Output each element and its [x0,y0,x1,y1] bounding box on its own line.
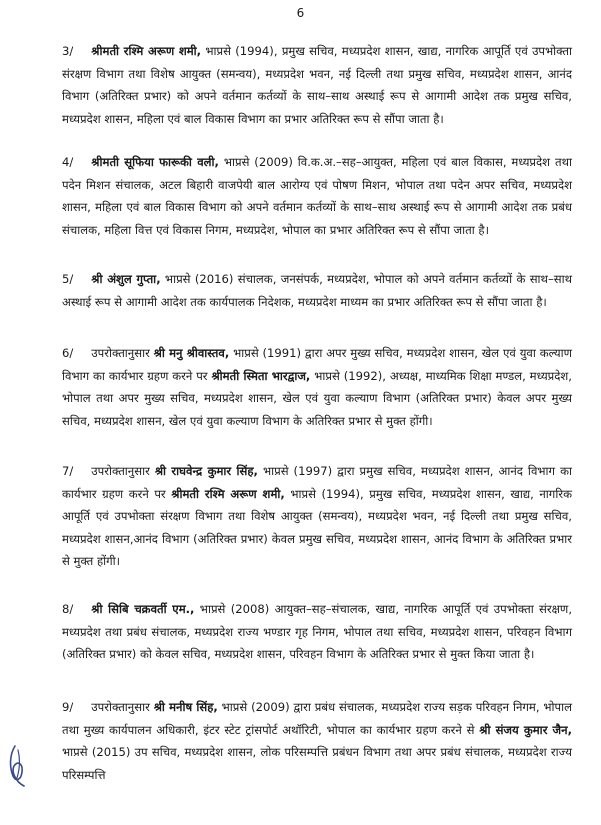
paragraph-body: भाप्रसे (1994), प्रमुख सचिव, मध्यप्रदेश शासन, खाद्य, नागरिक आपूर्ति एवं उपभोक्ता संरक्षण विभाग तथा विशेष आयुक्त (समन्वय), मध्यप्रदेश भवन, नई दिल्ली तथा प्रमुख सचिव, मध्यप्रदेश शासन, आनंद विभाग (अतिरिक्त प्रभार) को अपने वर्तमान कर्तव्यों के साथ–साथ अस्थाई रूप से आगामी आदेश तक प्रमुख सचिव, मध्यप्रदेश शासन, महिला एवं बाल विकास विभाग का प्रभार अतिरिक्त रूप से सौंपा जाता है। [62,44,572,126]
paragraph-number: 4/ [62,155,74,169]
paragraph-body-end: भाप्रसे (1992), अध्यक्ष, माध्यमिक शिक्षा मण्डल, मध्यप्रदेश, भोपाल तथा अपर मुख्य सचिव, मध्यप्रदेश शासन, खेल एवं युवा कल्याण विभाग (अतिरिक्त प्रभार) केवल अपर मुख्य सचिव, मध्यप्रदेश शासन, खेल एवं युवा कल्याण विभाग के अतिरिक्त प्रभार से मुक्त होंगी। [62,368,572,428]
officer-name-second: श्रीमती स्मिता भारद्वाज, [211,368,311,383]
paragraph-body-end: भाप्रसे (2015) उप सचिव, मध्यप्रदेश शासन, लोक परिसम्पत्ति प्रबंधन विभाग तथा अपर प्रबंध संचालक, मध्यप्रदेश राज्य परिसम्पत्ति [62,745,572,782]
paragraph-number: 9/ [62,700,74,714]
officer-name-second: श्रीमती रश्मि अरूण शमी, [171,486,285,501]
paragraph-8 [62,598,572,666]
paragraph-body: भाप्रसे (2009) वि.क.अ.–सह–आयुक्त, महिला एवं बाल विकास, मध्यप्रदेश तथा पदेन मिशन संचालक, अटल बिहारी वाजपेयी बाल आरोग्य एवं पोषण मिशन, भोपाल तथा पदेन अपर सचिव, मध्यप्रदेश शासन, महिला एवं बाल विकास विभाग को अपने वर्तमान कर्तव्यों के साथ–साथ अस्थाई रूप से आगामी आदेश तक प्रबंध संचालक, महिला वित्त एवं विकास निगम, मध्यप्रदेश, भोपाल का प्रभार अतिरिक्त रूप से सौंपा जाता है। [62,155,572,237]
paragraph-pre: उपरोक्तानुसार [91,464,155,478]
paragraph-number: 7/ [62,464,74,478]
officer-name: श्री अंशुल गुप्ता, [91,272,161,286]
paragraph-number: 5/ [62,272,74,286]
paragraph-body: भाप्रसे (2009) द्वारा प्रबंध संचालक, मध्यप्रदेश राज्य सड़क परिवहन निगम, भोपाल तथा मुख्य कार्यपालन अधिकारी, इंटर स्टेट ट्रांसपोर्ट अथॉरिटी, भोपाल का कार्यभार ग्रहण करने से [62,700,573,737]
paragraph-pre: उपरोक्तानुसार [91,700,154,714]
paragraph-body-end: भाप्रसे (1994), प्रमुख सचिव, मध्यप्रदेश शासन, खाद्य, नागरिक आपूर्ति एवं उपभोक्ता संरक्षण विभाग तथा विशेष आयुक्त (समन्वय), मध्यप्रदेश भवन, नई दिल्ली तथा प्रमुख सचिव, मध्यप्रदेश शासन,आनंद विभाग (अतिरिक्त प्रभार) केवल प्रमुख सचिव, मध्यप्रदेश शासन, आनंद विभाग के अतिरिक्त प्रभार से मुक्त होंगी। [62,486,572,568]
paragraph-5 [62,268,572,313]
officer-name: श्रीमती रश्मि अरूण शमी, [91,44,202,58]
paragraph-body: भाप्रसे (1997) द्वारा प्रमुख सचिव, मध्यप्रदेश शासन, आनंद विभाग का कार्यभार ग्रहण करने पर [62,464,572,501]
paragraph-number: 8/ [62,602,74,616]
paragraph-number: 6/ [62,346,74,360]
paragraph-4 [62,151,572,241]
officer-name: श्री मनु श्रीवास्तव, [153,346,230,360]
officer-name: श्रीमती सूफिया फारूकी वली, [91,155,219,169]
paragraph-body: भाप्रसे (1991) द्वारा अपर मुख्य सचिव, मध्यप्रदेश शासन, खेल एवं युवा कल्याण विभाग का कार्यभार ग्रहण करने पर [62,346,573,383]
page-number: 6 [296,6,305,20]
officer-name-second: श्री संजय कुमार जैन, [479,722,572,737]
paragraph-7 [62,460,572,573]
paragraph-3 [62,40,572,130]
paragraph-pre: उपरोक्तानुसार [91,346,154,360]
paragraph-body: भाप्रसे (2008) आयुक्त–सह–संचालक, खाद्य, नागरिक आपूर्ति एवं उपभोक्ता संरक्षण, मध्यप्रदेश तथा प्रबंध संचालक, मध्यप्रदेश राज्य भण्डार गृह निगम, भोपाल तथा सचिव, मध्यप्रदेश शासन, परिवहन विभाग (अतिरिक्त प्रभार) को केवल सचिव, मध्यप्रदेश शासन, परिवहन विभाग के अतिरिक्त प्रभार से मुक्त किया जाता है। [62,602,572,661]
paragraph-number: 3/ [62,44,74,58]
paragraph-6 [62,342,572,432]
paragraph-9 [62,696,572,786]
officer-name: श्री मनीष सिंह, [153,700,218,714]
officer-name: श्री सिबि चक्रवर्ती एम., [91,602,195,616]
officer-name: श्री राघवेन्द्र कुमार सिंह, [154,464,258,478]
handwritten-initials [6,742,28,790]
paragraph-body: भाप्रसे (2016) संचालक, जनसंपर्क, मध्यप्रदेश, भोपाल को अपने वर्तमान कर्तव्यों के साथ–साथ अस्थाई रूप से आगामी आदेश तक कार्यपालक निदेशक, मध्यप्रदेश माध्यम का प्रभार अतिरिक्त रूप से सौंपा जाता है। [62,272,572,309]
